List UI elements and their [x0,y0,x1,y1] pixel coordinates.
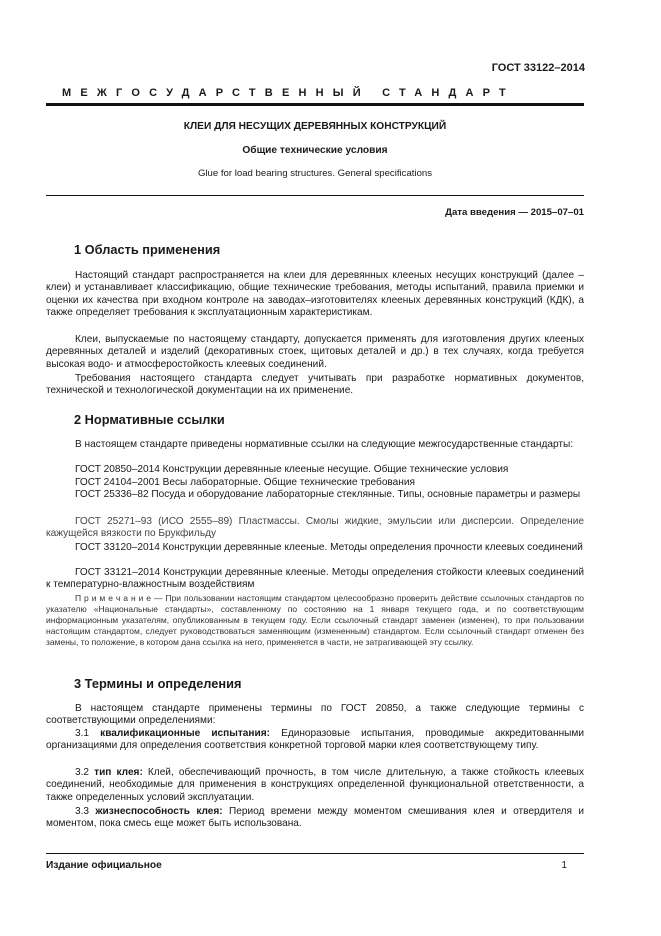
document-title: КЛЕИ ДЛЯ НЕСУЩИХ ДЕРЕВЯННЫХ КОНСТРУКЦИЙ [183,121,447,132]
term-name: жизнеспособность клея: [95,806,223,817]
term-name: квалификационные испытания: [100,728,270,739]
term-text: Клей, обеспечивающий прочность, в том числе длительную, а также стойкость клеевых соединений, необходимые для применения в конструкциях определенной функциональной ответственности, а также определенных условий эксплуатации. [46,767,584,803]
english-title: Glue for load bearing structures. General specifications [197,168,433,179]
term-definition [46,806,584,831]
term-number: 3.1 [75,728,101,739]
reference-item: ГОСТ 20850–2014 Конструкции деревянные клееные несущие. Общие технические условия [75,464,509,475]
note: П р и м е ч а н и е — При пользовании настоящим стандартом целесообразно проверить действие ссылочных стандартов по указателю «Национальные стандарты», составленному по состоянию на 1 января текущего года, и по соответствующим информационным указателям, опубликованным в текущем году. Если ссылочный стандарт заменен (изменен), то при пользовании настоящим стандартом, следует руководствоваться заменяющим (измененным) стандартом. Если ссылочный стандарт отменен без замены, то положение, в котором дана ссылка на него, применяется в части, не затрагивающей эту ссылку. [46,593,584,647]
effective-date: Дата введения — 2015–07–01 [445,207,584,218]
term-text: Единоразовые испытания, проводимые аккредитованными организациями для определения соответствия конкретной торговой марки клея соответствующему типу. [46,728,584,752]
header-rule [46,103,584,106]
title-rule [46,195,584,196]
paragraph: Настоящий стандарт распространяется на клеи для деревянных клееных несущих конструкций (далее – клеи) и устанавливает классификацию, общие технические требования, методы испытаний, правила приемки и оценки их качества при входном контроле на заводах–изготовителях клееных деревянных конструкций (КДК), а также определяет требования к эксплуатационным характеристикам. [46,270,584,318]
paragraph: В настоящем стандарте приведены нормативные ссылки на следующие межгосударственные стандарты: [75,439,574,450]
paragraph: Требования настоящего стандарта следует учитывать при разработке нормативных документов, технической и технологической документации на их применение. [46,373,584,397]
reference-item: ГОСТ 25336–82 Посуда и оборудование лабораторные стеклянные. Типы, основные параметры и размеры [75,489,581,500]
reference-item: ГОСТ 33121–2014 Конструкции деревянные клееные. Методы определения стойкости клеевых соединений к температурно-влажностным воздействиям [46,567,584,591]
document-subtitle: Общие технические условия [242,145,388,156]
section-heading-scope: 1 Область применения [74,242,221,257]
paragraph: В настоящем стандарте применены термины по ГОСТ 20850, а также следующие термины с соответствующими определениями: [46,703,584,727]
term-name: тип клея: [94,767,143,778]
page-number: 1 [561,860,567,871]
footer-rule [46,853,584,854]
term-number: 3.3 [75,806,96,817]
paragraph: Клеи, выпускаемые по настоящему стандарту, допускается применять для изготовления других клееных деревянных деталей и изделий (декоративных стоек, щитовых деталей и др.) в тех случаях, когда требуется высокая водо- и атмосферостойкость клеевых соединений. [46,334,584,370]
reference-item: ГОСТ 24104–2001 Весы лабораторные. Общие технические требования [75,477,415,488]
term-text: Период времени между моментом смешивания клея и отвердителя и моментом, пока смесь еще может быть использована. [46,806,585,830]
section-heading-terms: 3 Термины и определения [74,676,242,691]
standard-code: ГОСТ 33122–2014 [491,62,585,74]
interstate-standard-banner: МЕЖГОСУДАРСТВЕННЫЙ СТАНДАРТ [62,87,515,99]
section-heading-references: 2 Нормативные ссылки [74,412,225,427]
term-definition [46,728,584,753]
term-definition [46,767,584,804]
reference-item: ГОСТ 33120–2014 Конструкции деревянные клееные. Методы определения прочности клеевых соединений [75,542,583,553]
reference-item: ГОСТ 25271–93 (ИСО 2555–89) Пластмассы. Смолы жидкие, эмульсии или дисперсии. Определение кажущейся вязкости по Брукфильду [46,516,584,540]
term-number: 3.2 [75,767,95,778]
official-edition-label: Издание официальное [46,860,162,871]
